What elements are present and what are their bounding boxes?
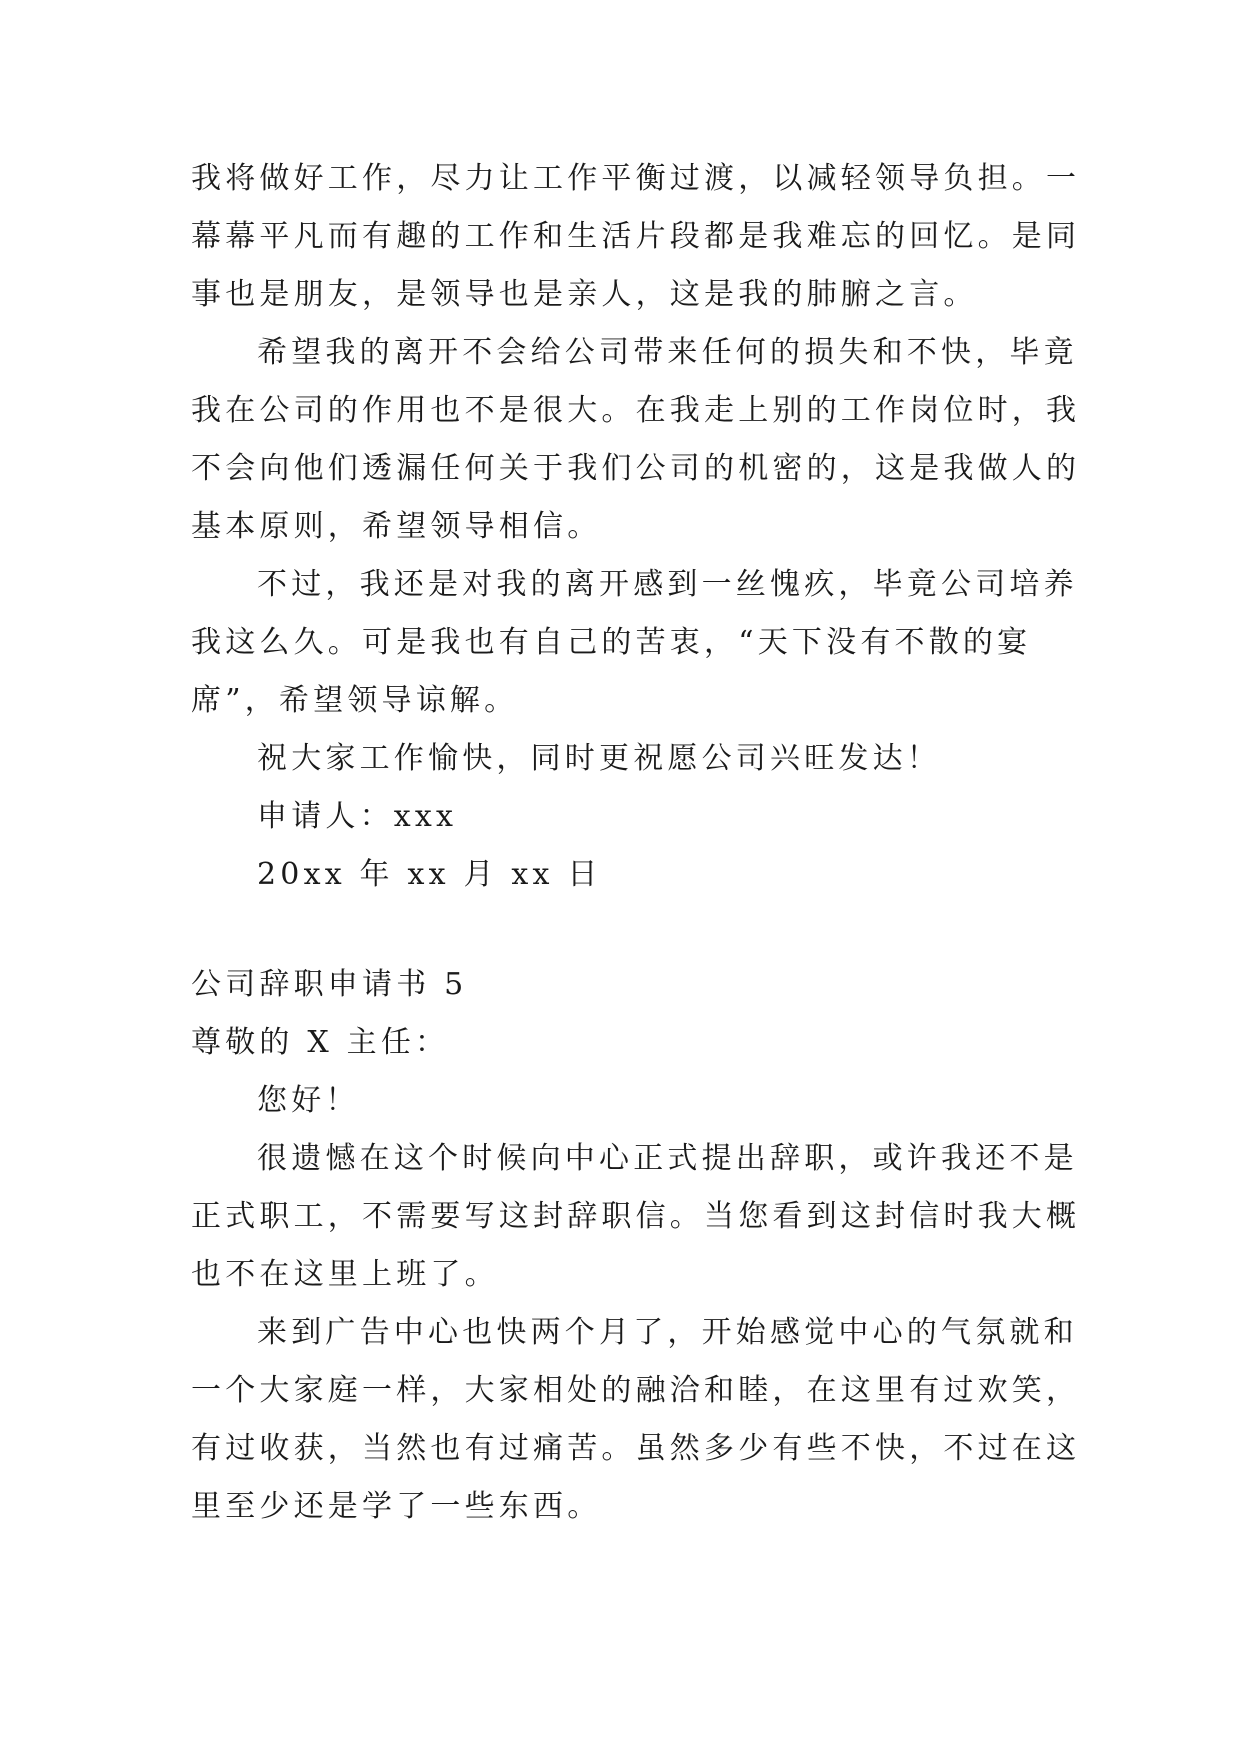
text-line: 事也是朋友，是领导也是亲人，这是我的肺腑之言。 [191,277,978,312]
text-line: 里至少还是学了一些东西。 [191,1489,602,1524]
text-line: 幕幕平凡而有趣的工作和生活片段都是我难忘的回忆。是同 [191,219,1081,254]
paragraph-work-transition [191,150,1081,324]
text-line: 正式职工，不需要写这封辞职信。当您看到这封信时我大概 [191,1199,1081,1234]
section-spacer [191,904,1057,956]
text-line: 一个大家庭一样，大家相处的融洽和睦，在这里有过欢笑， [191,1373,1081,1408]
paragraph-no-loss [191,324,1081,556]
text-line: 来到广告中心也快两个月了，开始感觉中心的气氛就和 [257,1315,1078,1350]
text-line: 基本原则，希望领导相信。 [191,509,602,544]
section-title: 公司辞职申请书 5 [191,967,468,1002]
greeting: 您好！ [257,1083,360,1118]
text-line: 席”，希望领导谅解。 [191,683,519,718]
paragraph-regret [191,556,1078,730]
text-line: 希望我的离开不会给公司带来任何的损失和不快，毕竟 [257,335,1078,370]
applicant-signature: 申请人：xxx [257,799,458,834]
text-line: 不过，我还是对我的离开感到一丝愧疚，毕竟公司培养 [257,567,1078,602]
salutation: 尊敬的 X 主任： [191,1025,450,1060]
letter-date: 20xx 年 xx 月 xx 日 [257,857,602,892]
text-line: 很遗憾在这个时候向中心正式提出辞职，或许我还不是 [257,1141,1078,1176]
text-line: 有过收获，当然也有过痛苦。虽然多少有些不快，不过在这 [191,1431,1081,1466]
paragraph-experience [191,1304,1081,1536]
text-line: 我将做好工作，尽力让工作平衡过渡，以减轻领导负担。一 [191,161,1081,196]
text-line: 我这么久。可是我也有自己的苦衷，“天下没有不散的宴 [191,625,1032,660]
closing-wish: 祝大家工作愉快，同时更祝愿公司兴旺发达！ [257,741,941,776]
document-page [191,150,1081,1536]
text-line: 不会向他们透漏任何关于我们公司的机密的，这是我做人的 [191,451,1081,486]
text-line: 也不在这里上班了。 [191,1257,499,1292]
paragraph-resignation-notice [191,1130,1081,1304]
text-line: 我在公司的作用也不是很大。在我走上别的工作岗位时，我 [191,393,1081,428]
